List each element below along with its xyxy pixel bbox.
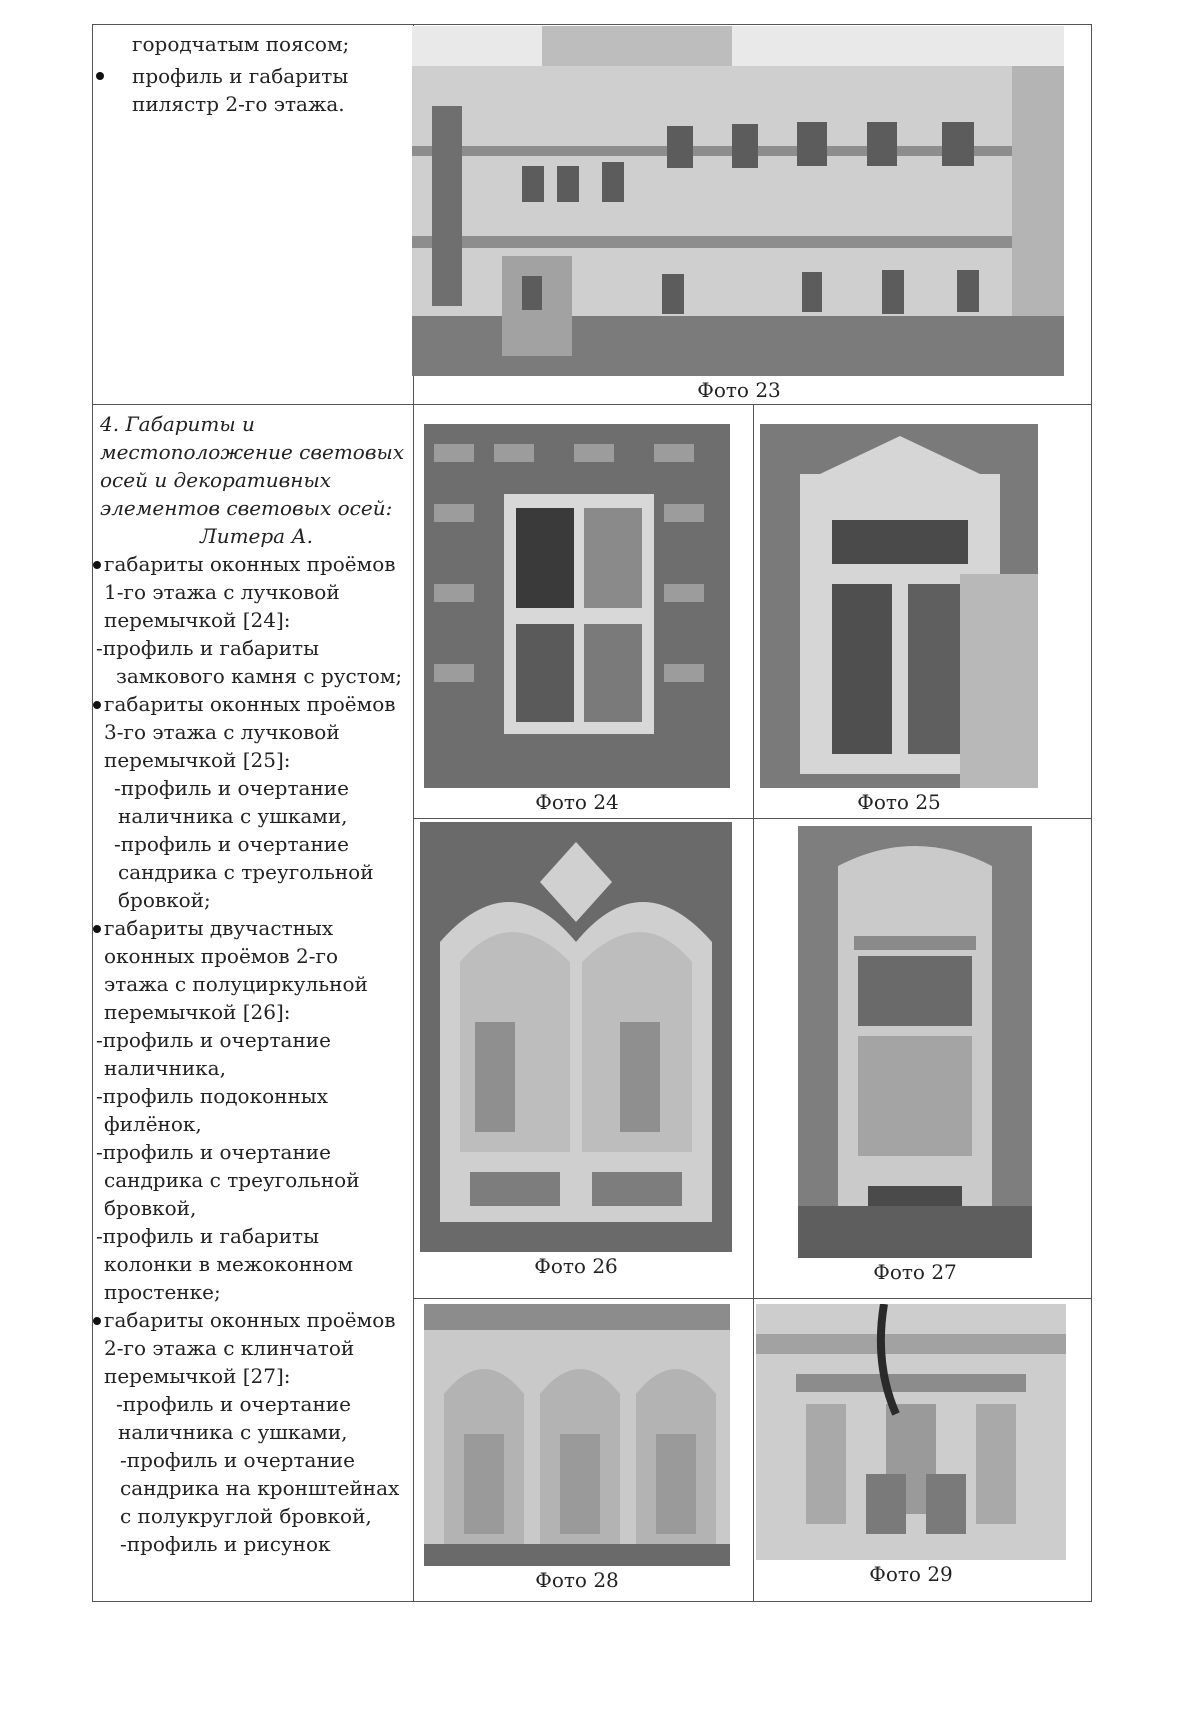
text-line: сандрика с треугольной — [118, 860, 374, 884]
table-right-border — [1091, 24, 1092, 1602]
text-line: -профиль и очертание — [96, 1140, 331, 1164]
text-line: этажа с полуциркульной — [104, 972, 368, 996]
section-heading: осей и декоративных — [100, 468, 332, 492]
text-line: бровкой; — [118, 888, 211, 912]
text-line: филёнок, — [104, 1112, 202, 1136]
photo-caption: Фото 23 — [697, 378, 781, 402]
text-line: наличника с ушками, — [118, 804, 348, 828]
bullet-icon — [96, 72, 104, 80]
photo-caption: Фото 24 — [535, 790, 619, 814]
text-line: 3-го этажа с лучковой — [104, 720, 340, 744]
photo-column-divider — [753, 404, 754, 1602]
text-line: городчатым поясом; — [132, 32, 350, 56]
section-heading: элементов световых осей: — [100, 496, 393, 520]
text-line: с полукруглой бровкой, — [120, 1504, 372, 1528]
text-line: перемычкой [25]: — [104, 748, 291, 772]
table-left-border — [92, 24, 93, 1602]
text-line: профиль и габариты — [132, 64, 349, 88]
text-line: колонки в межоконном — [104, 1252, 354, 1276]
text-line: сандрика с треугольной — [104, 1168, 360, 1192]
text-line: пилястр 2-го этажа. — [132, 92, 345, 116]
bullet-icon — [93, 925, 101, 933]
text-line: -профиль и очертание — [114, 832, 349, 856]
text-line: -профиль и очертание — [120, 1448, 355, 1472]
table-top-border — [92, 24, 1092, 25]
section-heading: 4. Габариты и — [100, 412, 255, 436]
photo-26-twin-window-arched — [420, 822, 732, 1252]
photo-caption: Фото 25 — [857, 790, 941, 814]
text-line: замкового камня с рустом; — [116, 664, 403, 688]
text-line: габариты оконных проёмов — [104, 552, 396, 576]
text-line: -профиль и габариты — [96, 636, 320, 660]
text-line: -профиль и очертание — [96, 1028, 331, 1052]
photo-row-divider-2 — [413, 1298, 1092, 1299]
text-line: -профиль и габариты — [96, 1224, 320, 1248]
photo-caption: Фото 28 — [535, 1568, 619, 1592]
text-line: -профиль и очертание — [114, 776, 349, 800]
text-line: -профиль подоконных — [96, 1084, 328, 1108]
text-line: перемычкой [24]: — [104, 608, 291, 632]
text-line: габариты оконных проёмов — [104, 1308, 396, 1332]
photo-row-divider-1 — [413, 818, 1092, 819]
text-line: 1-го этажа с лучковой — [104, 580, 340, 604]
text-line: наличника, — [104, 1056, 226, 1080]
text-line: сандрика на кронштейнах — [120, 1476, 400, 1500]
text-line: габариты оконных проёмов — [104, 692, 396, 716]
bullet-icon — [93, 701, 101, 709]
text-line: -профиль и очертание — [116, 1392, 351, 1416]
photo-24-window-first-floor — [424, 424, 730, 788]
photo-29-window-keystone-lintel — [756, 1304, 1066, 1560]
text-line: 2-го этажа с клинчатой — [104, 1336, 355, 1360]
text-line: -профиль и рисунок — [120, 1532, 331, 1556]
table-row-divider — [92, 404, 1092, 405]
photo-23-building-facade — [412, 26, 1064, 376]
photo-27-window-second-floor — [798, 826, 1032, 1258]
text-line: габариты двучастных — [104, 916, 334, 940]
photo-caption: Фото 26 — [534, 1254, 618, 1278]
text-line: бровкой, — [104, 1196, 197, 1220]
text-line: наличника с ушками, — [118, 1420, 348, 1444]
text-line: перемычкой [27]: — [104, 1364, 291, 1388]
section-heading: местоположение световых — [100, 440, 405, 464]
text-line: простенке; — [104, 1280, 221, 1304]
photo-caption: Фото 29 — [869, 1562, 953, 1586]
text-line: оконных проёмов 2-го — [104, 944, 339, 968]
photo-25-window-third-floor — [760, 424, 1038, 788]
table-bottom-border — [92, 1601, 1092, 1602]
photo-28-arched-windows-facade — [424, 1304, 730, 1566]
text-line: перемычкой [26]: — [104, 1000, 291, 1024]
bullet-icon — [93, 1317, 101, 1325]
litera-label: Литера А. — [200, 524, 313, 548]
bullet-icon — [93, 561, 101, 569]
photo-caption: Фото 27 — [873, 1260, 957, 1284]
